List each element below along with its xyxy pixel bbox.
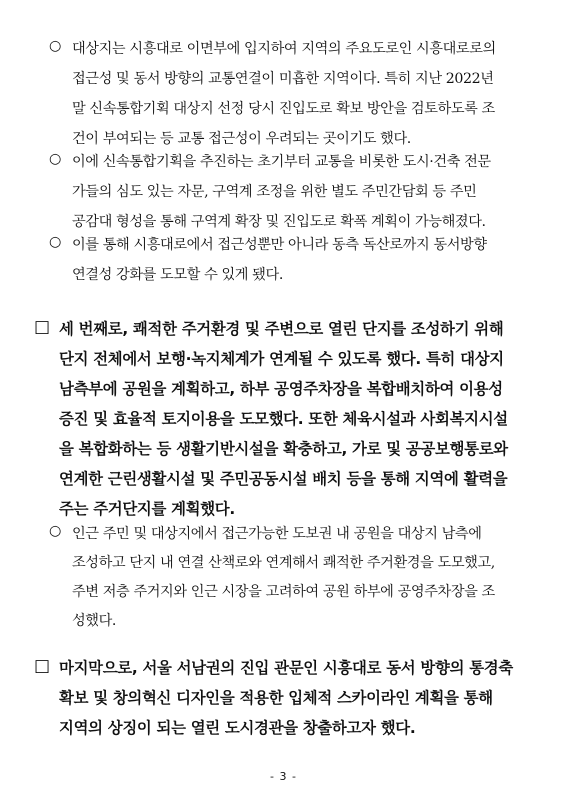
section-last [34, 656, 549, 746]
text-line: 마지막으로, 서울 서남권의 진입 관문인 시흥대로 동서 방향의 통경축 [59, 659, 513, 677]
text-line: 조성하고 단지 내 연결 산책로와 연계해서 쾌적한 주거환경을 도모했고, [72, 555, 495, 571]
text-line: 가들의 심도 있는 자문, 구역계 조정을 위한 별도 주민간담회 등 주민 [72, 184, 477, 200]
text-line: 세 번째로, 쾌적한 주거환경 및 주변으로 열린 단지를 조성하기 위해 [59, 320, 504, 338]
text-line: 말 신속통합기획 대상지 선정 당시 진입도로 확보 방안을 검토하도록 조 [72, 101, 495, 117]
text-line: 대상지는 시흥대로 이면부에 입지하여 지역의 주요도로인 시흥대로로의 [72, 41, 496, 57]
section-third [34, 317, 549, 517]
circle-bullet-icon: ○ [49, 523, 61, 539]
text-line: 을 복합화하는 등 생활기반시설을 확충하고, 가로 및 공공보행통로와 [59, 440, 508, 458]
text-line: 확보 및 창의혁신 디자인을 적용한 입체적 스카이라인 계획을 통해 [59, 689, 493, 707]
intro-bullet-3 [49, 234, 549, 284]
text-line: 인근 주민 및 대상지에서 접근가능한 도보권 내 공원을 대상지 남측에 [72, 526, 482, 542]
text-line: 지역의 상징이 되는 열린 도시경관을 창출하고자 했다. [59, 719, 416, 737]
text-line: 남측부에 공원을 계획하고, 하부 공영주차장을 복합배치하여 이용성 [59, 380, 503, 398]
text-line: 이를 통해 시흥대로에서 접근성뿐만 아니라 동측 독산로까지 동서방향 [72, 237, 487, 253]
square-bullet-icon: □ [34, 656, 50, 676]
text-line: 건이 부여되는 등 교통 접근성이 우려되는 곳이기도 했다. [72, 131, 411, 147]
circle-bullet-icon: ○ [49, 234, 61, 250]
circle-bullet-icon: ○ [49, 151, 61, 167]
text-line: 주는 주거단지를 계획했다. [59, 500, 235, 518]
page-number: - 3 - [270, 770, 297, 783]
square-bullet-icon: □ [34, 317, 50, 337]
intro-bullet-1 [49, 38, 549, 148]
text-line: 주변 저층 주거지와 인근 시장을 고려하여 공원 하부에 공영주차장을 조 [72, 584, 495, 600]
text-line: 접근성 및 동서 방향의 교통연결이 미흡한 지역이다. 특히 지난 2022년 [72, 71, 494, 87]
text-line: 이에 신속통합기획을 추진하는 초기부터 교통을 비롯한 도시·건축 전문 [72, 154, 491, 170]
text-line: 성했다. [72, 613, 117, 629]
section-third-sub-bullet [49, 523, 549, 628]
text-line: 단지 전체에서 보행·녹지체계가 연계될 수 있도록 했다. 특히 대상지 [59, 350, 504, 368]
text-line: 공감대 형성을 통해 구역계 확장 및 진입도로 확폭 계획이 가능해졌다. [72, 214, 486, 230]
text-line: 증진 및 효율적 토지이용을 도모했다. 또한 체육시설과 사회복지시설 [59, 410, 508, 428]
intro-bullet-2 [49, 151, 549, 231]
text-line: 연계한 근린생활시설 및 주민공동시설 배치 등을 통해 지역에 활력을 [59, 470, 508, 488]
text-line: 연결성 강화를 도모할 수 있게 됐다. [72, 267, 283, 283]
circle-bullet-icon: ○ [49, 38, 61, 54]
